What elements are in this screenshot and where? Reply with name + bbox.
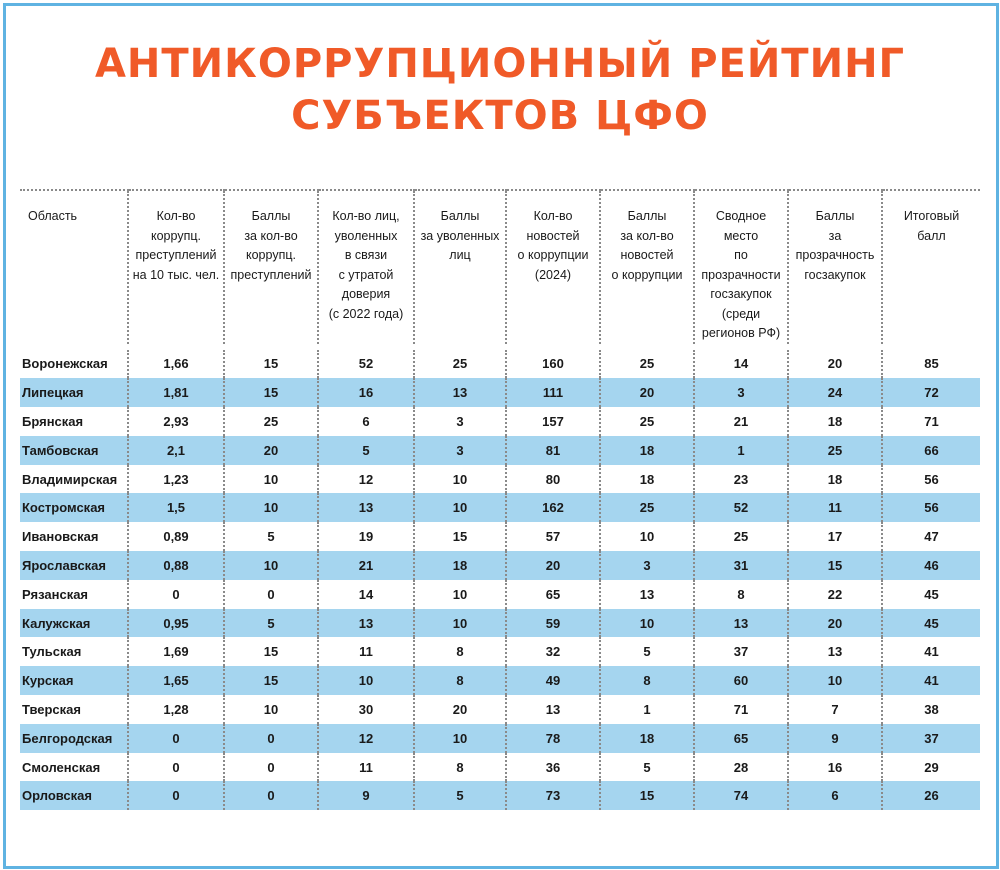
table-row [20,378,980,407]
column-header [694,190,788,347]
value-cell: 3 [414,407,506,436]
value-cell: 1,81 [128,378,224,407]
value-cell: 15 [600,781,694,810]
table-row [20,781,980,810]
value-cell: 18 [788,465,882,494]
column-header-line: о коррупции [517,248,589,262]
value-cell: 13 [788,637,882,666]
value-cell: 31 [694,551,788,580]
value-cell: 52 [694,493,788,522]
column-header-line: (с 2022 года) [328,306,404,321]
column-header-line: регионов РФ) [701,326,781,340]
value-cell: 13 [694,609,788,638]
value-cell: 0,88 [128,551,224,580]
column-header-line: коррупц. [151,228,201,243]
table-row [20,724,980,753]
value-cell: 15 [224,347,318,379]
value-cell: 16 [318,378,414,407]
value-cell: 65 [506,580,600,609]
table-row [20,551,980,580]
rating-table [20,189,980,810]
region-name-cell: Белгородская [20,724,128,753]
value-cell: 10 [224,465,318,494]
value-cell: 20 [414,695,506,724]
column-header-line: госзакупок [710,287,772,301]
value-cell: 8 [600,666,694,695]
table-row [20,465,980,494]
value-cell: 160 [506,347,600,379]
value-cell: 5 [224,609,318,638]
value-cell: 56 [882,493,980,522]
region-name-cell: Тамбовская [20,436,128,465]
region-name-cell: Липецкая [20,378,128,407]
value-cell: 10 [414,580,506,609]
value-cell: 25 [600,407,694,436]
column-header-line: на 10 тыс. чел. [132,267,220,282]
table-row [20,753,980,782]
column-header-line: Баллы [627,209,667,223]
region-name-cell: Тульская [22,644,82,660]
value-cell: 8 [414,637,506,666]
value-cell: 52 [318,347,414,379]
value-cell: 37 [882,724,980,753]
value-cell: 12 [318,465,414,494]
region-name-cell: Курская [20,666,128,695]
value-cell: 13 [600,580,694,609]
value-cell: 0,89 [128,522,224,551]
value-cell: 10 [600,522,694,551]
value-cell: 13 [318,493,414,522]
value-cell: 3 [600,551,694,580]
value-cell: 72 [882,378,980,407]
column-header-line: (2024) [534,267,572,282]
column-header-line: новостей [526,228,580,243]
value-cell: 49 [506,666,600,695]
value-cell: 81 [506,436,600,465]
column-header [414,190,506,347]
value-cell: 1,66 [128,347,224,379]
column-header-line: Кол-во [156,209,196,223]
value-cell: 111 [506,378,600,407]
title-line-1: АНТИКОРРУПЦИОННЫЙ РЕЙТИНГ [94,41,906,87]
value-cell: 0 [224,580,318,609]
value-cell: 2,93 [128,407,224,436]
value-cell: 26 [882,781,980,810]
table-row [20,522,980,551]
region-name-cell: Воронежская [20,347,128,379]
value-cell: 0 [128,781,224,810]
value-cell: 1,69 [128,637,224,666]
column-header-line: Кол-во [533,209,573,223]
column-header [318,190,414,347]
column-header-line: Кол-во лиц, [332,209,400,223]
value-cell: 47 [882,522,980,551]
value-cell: 1,5 [128,493,224,522]
value-cell: 8 [414,753,506,782]
table-row [20,580,980,609]
value-cell: 85 [882,347,980,379]
value-cell: 0 [224,724,318,753]
region-name-cell: Ивановская [22,529,99,545]
value-cell: 56 [882,465,980,494]
column-header-line: по прозрачности [701,248,781,282]
value-cell: 1,65 [128,666,224,695]
column-header [788,190,882,347]
value-cell: 78 [506,724,600,753]
value-cell: 71 [882,407,980,436]
column-header [600,190,694,347]
value-cell: 15 [224,637,318,666]
value-cell: 41 [882,666,980,695]
value-cell: 15 [224,666,318,695]
value-cell: 2,1 [128,436,224,465]
value-cell: 20 [224,436,318,465]
value-cell: 1,23 [128,465,224,494]
column-header [882,190,980,347]
value-cell: 15 [414,522,506,551]
value-cell: 5 [224,522,318,551]
region-name-cell: Калужская [20,609,128,638]
value-cell: 60 [694,666,788,695]
value-cell: 24 [788,378,882,407]
value-cell: 1 [600,695,694,724]
column-header-line: преступлений [230,267,312,282]
value-cell: 25 [414,347,506,379]
region-name-cell: Тверская [22,701,81,717]
column-header-line: за прозрачность [795,228,875,262]
value-cell: 0,95 [128,609,224,638]
value-cell: 12 [318,724,414,753]
value-cell: 157 [506,407,600,436]
value-cell: 0 [224,753,318,782]
value-cell: 13 [414,378,506,407]
column-header-line: Итоговый [903,209,960,223]
table-body [20,347,980,811]
region-name-cell: Владимирская [22,471,118,487]
value-cell: 0 [128,753,224,782]
value-cell: 8 [694,580,788,609]
column-header-line: Сводное [715,209,767,223]
value-cell: 71 [694,695,788,724]
region-name-cell: Ярославская [20,551,128,580]
column-header-line: доверия [341,287,391,301]
value-cell: 57 [506,522,600,551]
table-row [20,637,980,666]
value-cell: 45 [882,580,980,609]
value-cell: 21 [694,407,788,436]
value-cell: 3 [694,378,788,407]
value-cell: 6 [318,407,414,436]
value-cell: 8 [414,666,506,695]
value-cell: 10 [600,609,694,638]
value-cell: 10 [414,493,506,522]
value-cell: 18 [414,551,506,580]
value-cell: 74 [694,781,788,810]
column-header-line: за кол-во [244,228,298,243]
value-cell: 80 [506,465,600,494]
value-cell: 11 [318,753,414,782]
column-header [128,190,224,347]
region-name-cell: Брянская [22,413,84,429]
column-header-line: новостей [620,248,674,262]
column-header-line: преступлений [135,248,217,262]
value-cell: 19 [318,522,414,551]
value-cell: 41 [882,637,980,666]
column-header [506,190,600,347]
value-cell: 5 [600,637,694,666]
value-cell: 11 [318,637,414,666]
value-cell: 25 [600,347,694,379]
table-header-row [20,190,980,347]
column-header-line: лиц [449,248,471,262]
region-name-cell: Смоленская [22,759,101,775]
value-cell: 10 [224,695,318,724]
value-cell: 17 [788,522,882,551]
value-cell: 25 [600,493,694,522]
title-line-2: СУБЪЕКТОВ ЦФО [291,93,709,139]
value-cell: 32 [506,637,600,666]
value-cell: 10 [224,551,318,580]
value-cell: 46 [882,551,980,580]
table-row [20,609,980,638]
value-cell: 9 [788,724,882,753]
value-cell: 22 [788,580,882,609]
value-cell: 18 [600,436,694,465]
column-header-line: балл [917,228,946,243]
value-cell: 20 [788,347,882,379]
column-header-line: Баллы [251,209,291,223]
value-cell: 66 [882,436,980,465]
value-cell: 25 [694,522,788,551]
value-cell: 36 [506,753,600,782]
value-cell: 20 [600,378,694,407]
value-cell: 30 [318,695,414,724]
table-row [20,666,980,695]
region-name-cell: Рязанская [22,586,89,602]
table-row [20,436,980,465]
column-header-line: Баллы [440,209,480,223]
column-header-line: место [723,228,759,243]
value-cell: 5 [600,753,694,782]
value-cell: 1,28 [128,695,224,724]
value-cell: 29 [882,753,980,782]
column-header-line: (среди [721,306,761,321]
value-cell: 9 [318,781,414,810]
value-cell: 3 [414,436,506,465]
value-cell: 5 [318,436,414,465]
value-cell: 10 [414,465,506,494]
column-header-line: Баллы [815,209,855,223]
column-header-line: коррупц. [246,248,296,262]
value-cell: 23 [694,465,788,494]
value-cell: 65 [694,724,788,753]
value-cell: 0 [128,580,224,609]
region-name-cell: Костромская [20,493,128,522]
column-header-line: с утратой [338,267,394,282]
column-header-line: уволенных [334,228,398,243]
value-cell: 10 [224,493,318,522]
value-cell: 15 [224,378,318,407]
table-row [20,695,980,724]
value-cell: 18 [788,407,882,436]
value-cell: 20 [506,551,600,580]
value-cell: 0 [128,724,224,753]
value-cell: 18 [600,465,694,494]
table-row [20,347,980,379]
region-name-cell: Орловская [20,781,128,810]
value-cell: 6 [788,781,882,810]
table-row [20,407,980,436]
value-cell: 38 [882,695,980,724]
column-header-line: госзакупок [804,267,866,282]
column-header-line: о коррупции [611,267,683,282]
value-cell: 59 [506,609,600,638]
value-cell: 73 [506,781,600,810]
value-cell: 10 [318,666,414,695]
value-cell: 10 [788,666,882,695]
value-cell: 21 [318,551,414,580]
value-cell: 13 [506,695,600,724]
value-cell: 10 [414,609,506,638]
value-cell: 15 [788,551,882,580]
value-cell: 14 [318,580,414,609]
table-row [20,493,980,522]
column-header [20,190,128,347]
column-header-line: за уволенных [420,228,500,243]
value-cell: 7 [788,695,882,724]
column-header [224,190,318,347]
value-cell: 28 [694,753,788,782]
value-cell: 11 [788,493,882,522]
value-cell: 0 [224,781,318,810]
value-cell: 14 [694,347,788,379]
value-cell: 10 [414,724,506,753]
value-cell: 20 [788,609,882,638]
value-cell: 1 [694,436,788,465]
column-header-line: Область [28,209,78,223]
value-cell: 5 [414,781,506,810]
value-cell: 45 [882,609,980,638]
value-cell: 13 [318,609,414,638]
value-cell: 18 [600,724,694,753]
value-cell: 16 [788,753,882,782]
value-cell: 25 [224,407,318,436]
value-cell: 25 [788,436,882,465]
page-title [0,38,1000,142]
value-cell: 37 [694,637,788,666]
column-header-line: за кол-во [620,228,674,243]
value-cell: 162 [506,493,600,522]
column-header-line: в связи [344,248,388,262]
